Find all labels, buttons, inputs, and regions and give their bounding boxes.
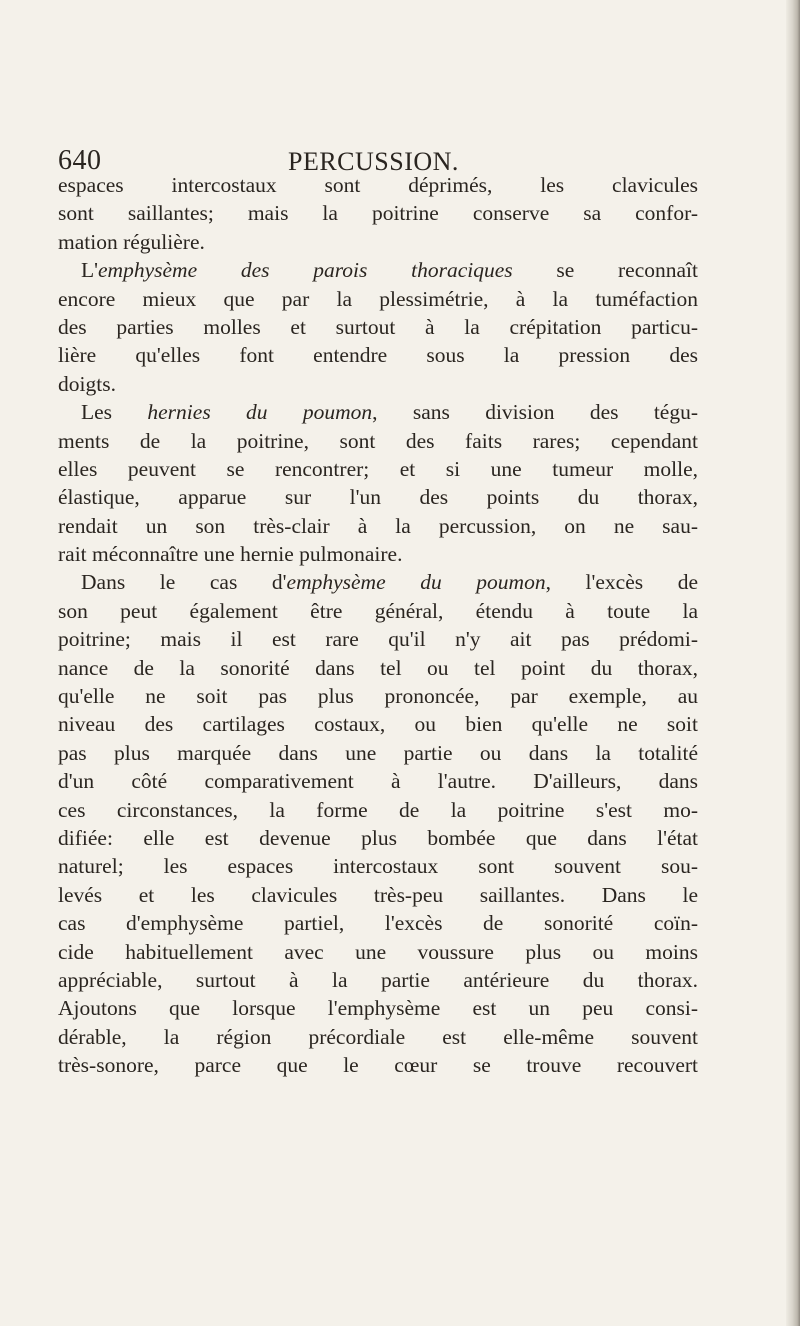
text-line xyxy=(58,909,698,937)
text-segment: difiée: elle est devenue plus bombée que dans l'état xyxy=(58,825,698,850)
text-segment: L' xyxy=(81,258,99,283)
text-segment: niveau des cartilages costaux, ou bien qu'elle ne soit xyxy=(58,712,698,737)
text-line xyxy=(58,654,698,682)
text-line xyxy=(58,796,698,824)
text-segment: ments de la poitrine, sont des faits rares; cependant xyxy=(58,428,698,453)
text-line xyxy=(58,597,698,625)
text-segment: espaces intercostaux sont déprimés, les clavicules xyxy=(58,173,698,197)
text-segment: nance de la sonorité dans tel ou tel point du thorax, xyxy=(58,655,698,680)
text-segment: dérable, la région précordiale est elle-même souvent xyxy=(58,1024,698,1049)
text-line xyxy=(58,512,698,540)
text-line xyxy=(58,824,698,852)
running-title: PERCUSSION. xyxy=(288,147,459,176)
page-edge-shadow xyxy=(786,0,800,1326)
text-segment: Les xyxy=(81,400,148,425)
text-segment: son peut également être général, étendu à toute la xyxy=(58,598,698,623)
text-segment: encore mieux que par la plessimétrie, à la tuméfaction xyxy=(58,286,698,311)
text-segment: , l'excès de xyxy=(545,570,699,595)
text-segment: qu'elle ne soit pas plus prononcée, par exemple, au xyxy=(58,684,698,709)
text-line xyxy=(58,739,698,767)
text-line xyxy=(58,171,698,199)
text-line xyxy=(58,228,698,256)
text-line xyxy=(58,938,698,966)
text-segment: cide habituellement avec une voussure plus ou moins xyxy=(58,939,698,964)
text-segment: se reconnaît xyxy=(512,258,698,283)
text-line xyxy=(58,341,698,369)
text-segment: ces circonstances, la forme de la poitrine s'est mo- xyxy=(58,797,698,822)
text-line xyxy=(58,427,698,455)
text-segment: sont saillantes; mais la poitrine conserve sa confor- xyxy=(58,201,698,226)
text-segment: Dans le cas d' xyxy=(81,570,287,595)
text-line xyxy=(58,199,698,227)
text-line xyxy=(58,682,698,710)
text-segment: cas d'emphysème partiel, l'excès de sonorité coïn- xyxy=(58,911,698,936)
text-line xyxy=(58,710,698,738)
text-segment: emphysème du poumon xyxy=(286,570,546,595)
text-line xyxy=(58,1051,698,1079)
text-segment: appréciable, surtout à la partie antérieure du thorax. xyxy=(58,967,698,992)
text-line xyxy=(58,994,698,1022)
text-segment: pas plus marquée dans une partie ou dans la totalité xyxy=(58,740,698,765)
text-line xyxy=(58,966,698,994)
text-segment: rendait un son très-clair à la percussion, on ne sau- xyxy=(58,513,698,538)
text-segment: très-sonore, parce que le cœur se trouve recouvert xyxy=(58,1053,698,1078)
text-segment: hernies du poumon xyxy=(147,400,373,425)
text-line xyxy=(58,625,698,653)
text-segment: rait méconnaître une hernie pulmonaire. xyxy=(58,542,403,567)
text-line xyxy=(58,1023,698,1051)
text-line xyxy=(58,285,698,313)
text-segment: mation régulière. xyxy=(58,229,205,254)
text-line xyxy=(58,483,698,511)
text-line xyxy=(58,767,698,795)
text-segment: d'un côté comparativement à l'autre. D'ailleurs, dans xyxy=(58,769,698,794)
text-line xyxy=(58,256,698,284)
text-line xyxy=(58,313,698,341)
text-segment: des parties molles et surtout à la crépitation particu- xyxy=(58,314,698,339)
text-line xyxy=(58,881,698,909)
text-line xyxy=(58,370,698,398)
text-line xyxy=(58,852,698,880)
text-line xyxy=(58,568,698,596)
text-segment: doigts. xyxy=(58,371,116,396)
text-segment: emphysème des parois thoraciques xyxy=(98,258,513,283)
body-text xyxy=(58,171,698,1080)
text-line xyxy=(58,455,698,483)
page-number: 640 xyxy=(58,145,102,176)
text-segment: lière qu'elles font entendre sous la pression des xyxy=(58,343,698,368)
text-line xyxy=(58,398,698,426)
text-segment: , sans division des tégu- xyxy=(372,400,699,425)
text-segment: Ajoutons que lorsque l'emphysème est un peu consi- xyxy=(58,996,698,1021)
text-segment: naturel; les espaces intercostaux sont souvent sou- xyxy=(58,854,698,879)
text-segment: elles peuvent se rencontrer; et si une tumeur molle, xyxy=(58,456,698,481)
text-segment: poitrine; mais il est rare qu'il n'y ait pas prédomi- xyxy=(58,627,698,652)
text-segment: levés et les clavicules très-peu saillantes. Dans le xyxy=(58,882,698,907)
text-segment: élastique, apparue sur l'un des points du thorax, xyxy=(58,485,698,510)
text-line xyxy=(58,540,698,568)
